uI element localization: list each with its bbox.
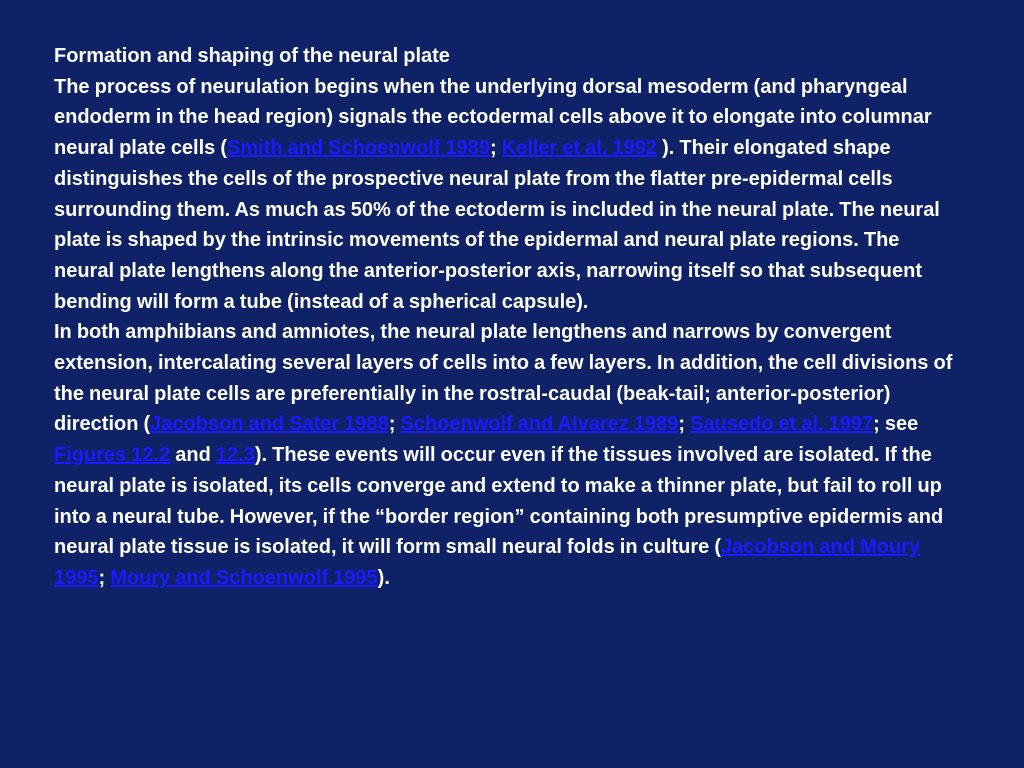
paragraph-2 — [54, 317, 958, 593]
separator: ; — [490, 137, 502, 160]
citation-link-smith-schoenwolf-1989[interactable]: Smith and Schoenwolf 1989 — [227, 137, 491, 160]
paragraph-text: In both amphibians and amniotes, the neural plate lengthens and narrows by convergent extension, intercalating several layers of cells into a few layers. In addition, the cell divisions of the neural plate cells are preferentially in the rostral-caudal (beak-tail; anterior-posterior) direction ( — [54, 321, 953, 436]
separator: ; — [98, 566, 111, 589]
paragraph-text: ). — [377, 566, 390, 589]
separator: ; see — [873, 413, 919, 436]
paragraph-text: The process of neurulation begins when the underlying dorsal mesoderm (and pharyngeal endoderm in the head region) signals the ectodermal cells above it to elongate into columnar neural plate cells ( — [54, 75, 932, 160]
figure-link-12-3[interactable]: 12.3 — [215, 444, 255, 467]
paragraph-text: ). These events will occur even if the tissues involved are isolated. If the neural plate is isolated, its cells converge and extend to make a thinner plate, but fail to roll up into a neural tube. However, if the “border region” containing both presumptive epidermis and neural plate tissue is isolated, it will form small neural folds in culture ( — [54, 444, 944, 559]
paragraph-1 — [54, 72, 958, 318]
citation-link-keller-1992[interactable]: Keller et al. 1992 — [501, 137, 658, 160]
citation-link-sausedo-1997[interactable]: Sausedo et al. 1997 — [690, 413, 874, 436]
separator: ; — [678, 413, 691, 436]
figure-link-12-2[interactable]: Figures 12.2 — [54, 444, 171, 467]
citation-link-jacobson-sater-1988[interactable]: Jacobson and Sater 1988 — [150, 413, 389, 436]
citation-link-jacobson-moury-1995[interactable]: Jacobson and Moury 1995 — [54, 536, 921, 589]
paragraph-text: ). Their elongated shape distinguishes the cells of the prospective neural plate from the flatter pre-epidermal cells surrounding them. As much as 50% of the ectoderm is included in the neural plate. The neural plate is shaped by the intrinsic movements of the epidermal and neural plate regions. The neural plate lengthens along the anterior-posterior axis, narrowing itself so that subsequent bending will form a tube (instead of a spherical capsule). — [54, 137, 940, 313]
separator: and — [170, 444, 216, 467]
slide-title: Formation and shaping of the neural plate — [54, 45, 450, 67]
text-block — [54, 41, 958, 594]
separator: ; — [388, 413, 401, 436]
citation-link-schoenwolf-alvarez-1989[interactable]: Schoenwolf and Alvarez 1989 — [400, 413, 679, 436]
citation-link-moury-schoenwolf-1995[interactable]: Moury and Schoenwolf 1995 — [110, 566, 378, 589]
